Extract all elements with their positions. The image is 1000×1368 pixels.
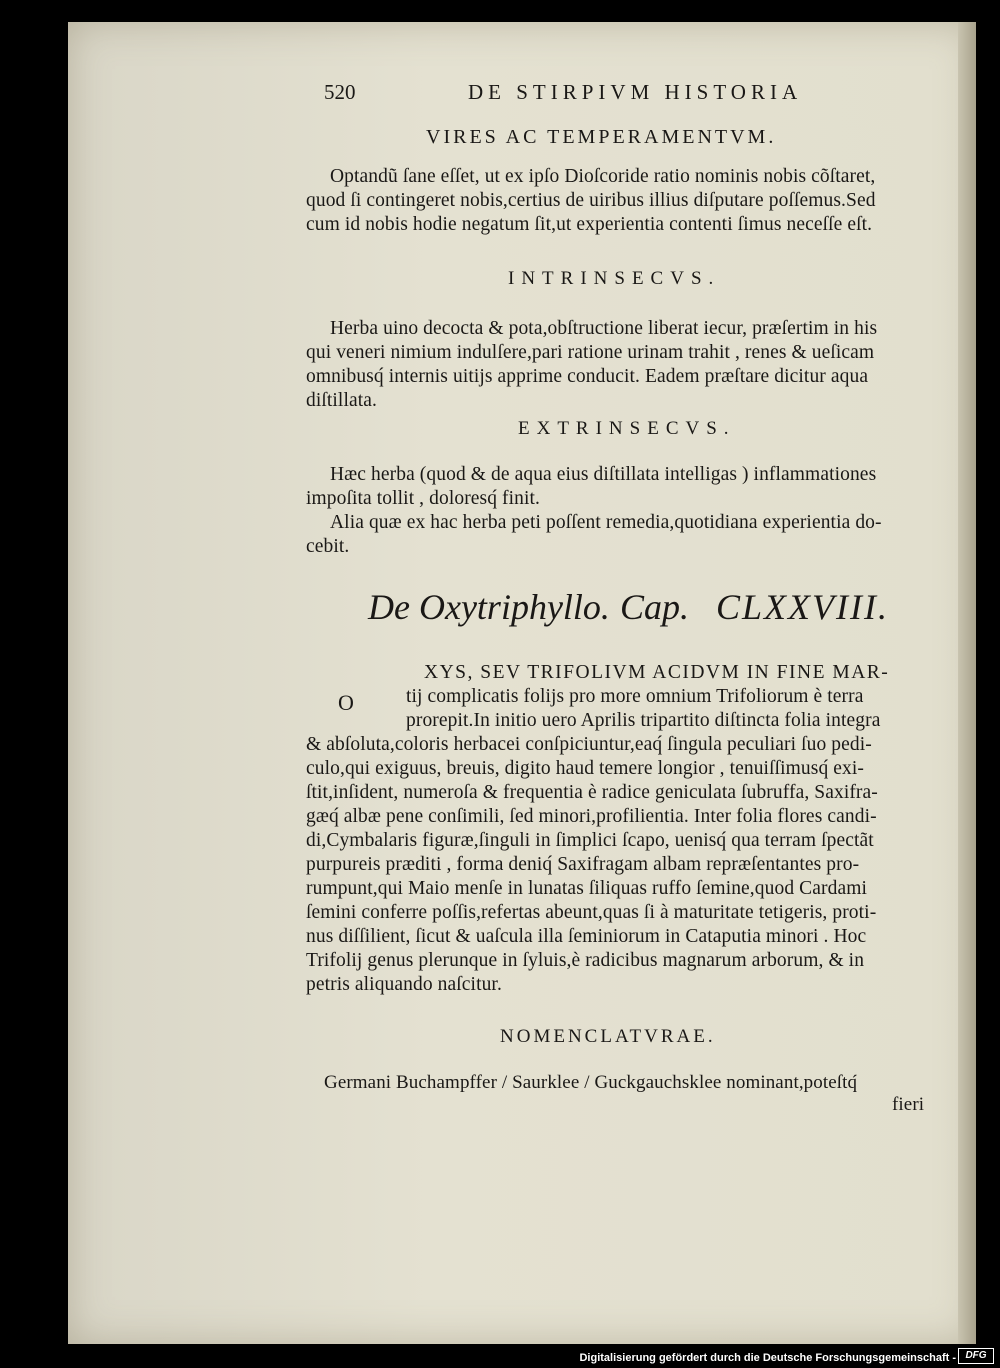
- text-line: Hæc herba (quod & de aqua eius diſtillata intelligas ) inflammationes: [330, 464, 877, 485]
- text-line: ſemini conferre poſſis,refertas abeunt,quas ſi à maturitate tetigeris, proti-: [306, 902, 877, 923]
- text-line: gæq́ albæ pene conſimili, ſed minori,profilientia. Inter folia flores candi-: [306, 806, 877, 827]
- text-line: di,Cymbalaris figuræ,ſinguli in ſimplici ſcapo, uenisq́ qua terram ſpectãt: [306, 830, 874, 851]
- text-line: omnibusq́ internis uitijs apprime conducit. Eadem præſtare dicitur aqua: [306, 366, 869, 387]
- text-line: rumpunt,qui Maio menſe in lunatas ſiliquas ruffo ſemine,quod Cardami: [306, 878, 868, 899]
- running-title: DE STIRPIVM HISTORIA: [468, 80, 803, 104]
- footer-bar: [0, 1344, 1000, 1368]
- text-line: Germani Buchampffer / Saurklee / Guckgauchsklee nominant,poteſtq́: [324, 1072, 858, 1093]
- text-line: cebit.: [306, 536, 350, 557]
- text-line: tij complicatis folijs pro more omnium Trifoliorum è terra: [406, 686, 864, 707]
- text-line: petris aliquando naſcitur.: [306, 974, 502, 995]
- page-edge: [958, 22, 976, 1344]
- chapter-number: CLXXVIII.: [716, 587, 889, 627]
- text-line: qui veneri nimium indulſere,pari ratione urinam trahit , renes & ueſicam: [306, 342, 875, 363]
- footer-credit: Digitalisierung gefördert durch die Deutsche Forschungsgemeinschaft -: [579, 1352, 956, 1364]
- text-line: diſtillata.: [306, 390, 377, 411]
- chapter-title: De Oxytriphyllo.: [368, 587, 610, 627]
- section-heading-intrinsecus: INTRINSECVS.: [508, 268, 721, 289]
- chapter-cap: Cap.: [620, 587, 690, 627]
- text-line: impoſita tollit , doloresq́ finit.: [306, 488, 541, 509]
- text-line: cum id nobis hodie negatum ſit,ut experientia contenti ſimus neceſſe eſt.: [306, 214, 873, 235]
- text-line: quod ſi contingeret nobis,certius de uiribus illius diſputare poſſemus.Sed: [306, 190, 876, 211]
- catchword: fieri: [892, 1094, 925, 1115]
- text-line: ſtit,inſident, numeroſa & frequentia è radice geniculata ſubruffa, Saxifra-: [306, 782, 878, 803]
- text-line: culo,qui exiguus, breuis, digito haud temere longior , tenuiſſimusq́ exi-: [306, 758, 864, 779]
- text-line: XYS, SEV TRIFOLIVM ACIDVM IN FINE MAR-: [424, 662, 890, 683]
- section-heading-vires: VIRES AC TEMPERAMENTVM.: [426, 126, 777, 148]
- text-line: Alia quæ ex hac herba peti poſſent remedia,quotidiana experientia do-: [330, 512, 882, 533]
- text-line: Trifolij genus plerunque in ſyluis,è radicibus magnarum arborum, & in: [306, 950, 865, 971]
- text-line: prorepit.In initio uero Aprilis tripartito diſtincta folia integra: [406, 710, 881, 731]
- initial-letter: O: [338, 690, 354, 715]
- text-line: nus diſſilient, ſicut & uaſcula illa ſeminiorum in Cataputia minori . Hoc: [306, 926, 867, 947]
- section-heading-nomenclatura: NOMENCLATVRAE.: [500, 1026, 716, 1047]
- text-line: Herba uino decocta & pota,obſtructione liberat iecur, præſertim in his: [330, 318, 878, 339]
- text-line: purpureis præditi , forma deniq́ Saxifragam albam repræſentantes pro-: [306, 854, 860, 875]
- dfg-logo: DFG: [958, 1348, 994, 1364]
- page-number: 520: [324, 80, 356, 104]
- text-line: & abſoluta,coloris herbacei conſpiciuntur,eaq́ ſingula peculiari ſuo pedi-: [306, 734, 872, 755]
- section-heading-extrinsecus: EXTRINSECVS.: [518, 418, 736, 439]
- text-line: Optandũ ſane eſſet, ut ex ipſo Dioſcoride ratio nominis nobis cõſtaret,: [330, 166, 876, 187]
- book-page: [68, 22, 976, 1344]
